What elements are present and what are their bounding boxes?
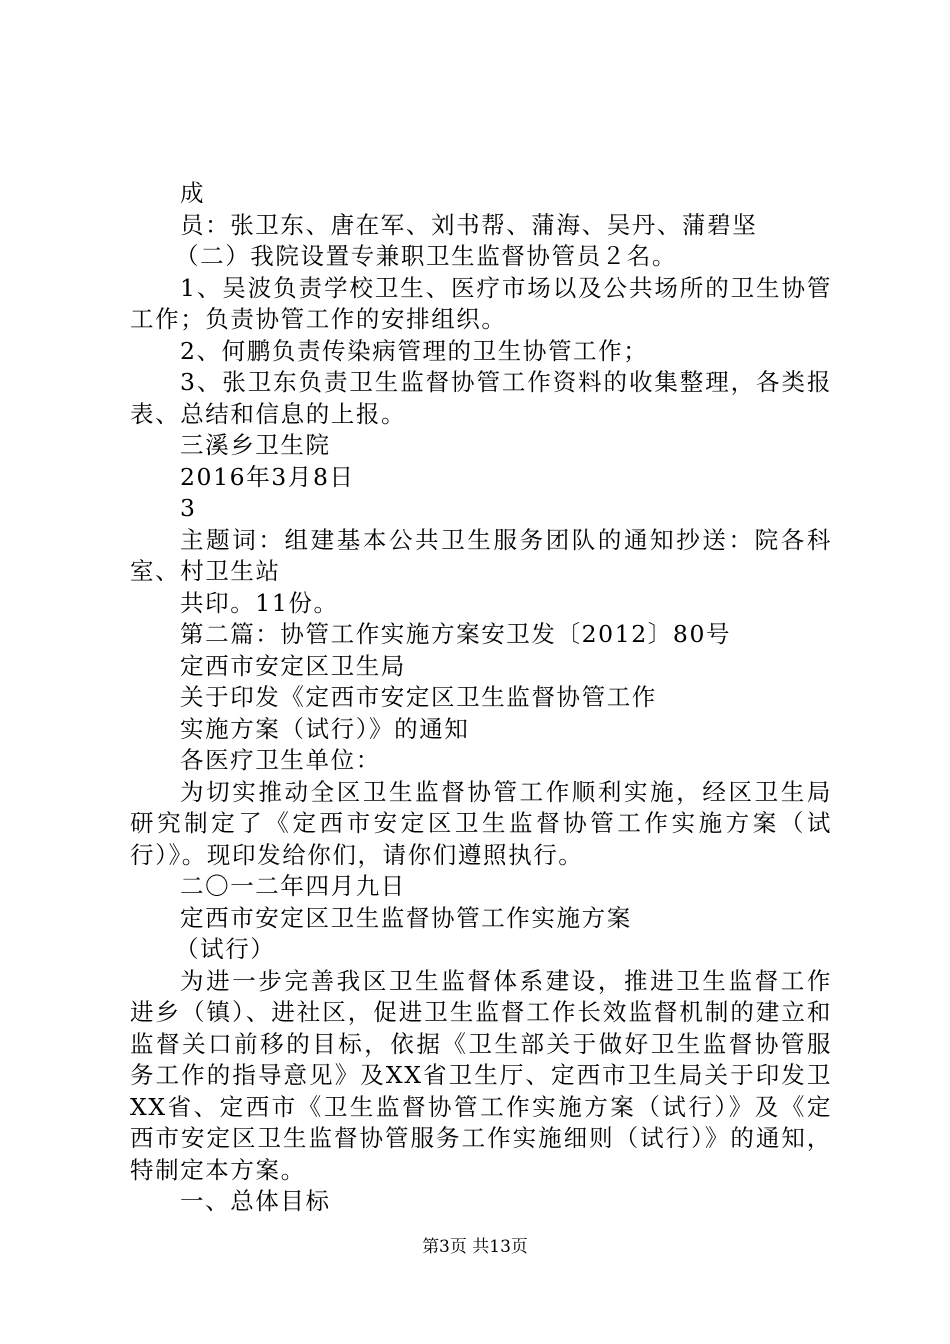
paragraph: 2、何鹏负责传染病管理的卫生协管工作； — [180, 336, 649, 365]
paragraph: （二）我院设置专兼职卫生监督协管员２名。 — [175, 242, 677, 270]
paragraph: 二〇一二年四月九日 — [180, 872, 406, 900]
paragraph: 为切实推动全区卫生监督协管工作顺利实施，经区卫生局研究制定了《定西市安定区卫生监督协管工作实施方案（试行）》。现印发给你们，请你们遵照执行。 — [130, 777, 832, 869]
paragraph: 定西市安定区卫生局 — [180, 651, 406, 680]
paragraph: 三溪乡卫生院 — [180, 431, 331, 459]
paragraph: 成 — [180, 179, 206, 207]
paragraph: 关于印发《定西市安定区卫生监督协管工作 — [180, 683, 657, 711]
paragraph: 一、总体目标 — [180, 1187, 331, 1215]
paragraph: 定西市安定区卫生监督协管工作实施方案 — [180, 903, 632, 932]
paragraph: 主题词：组建基本公共卫生服务团队的通知抄送：院各科室、村卫生站 — [130, 525, 832, 585]
paragraph: 实施方案（试行）》的通知 — [180, 714, 470, 743]
paragraph: 2016年3月8日 — [180, 462, 355, 491]
paragraph: 各医疗卫生单位： — [180, 746, 381, 774]
paragraph: 3 — [180, 494, 197, 522]
page-number-footer: 第3页 共13页 — [422, 1237, 528, 1257]
paragraph: 员：张卫东、唐在军、刘书帮、蒲海、吴丹、蒲碧坚 — [180, 210, 758, 239]
paragraph: 第二篇：协管工作实施方案安卫发〔2012〕80号 — [180, 620, 732, 648]
document-body — [130, 178, 832, 1218]
paragraph: 共印。11份。 — [180, 588, 339, 617]
paragraph: 1、吴波负责学校卫生、医疗市场以及公共场所的卫生协管工作；负责协管工作的安排组织。 — [130, 273, 832, 333]
paragraph: （试行） — [175, 935, 276, 963]
paragraph: 为进一步完善我区卫生监督体系建设，推进卫生监督工作进乡（镇）、进社区，促进卫生监督工作长效监督机制的建立和监督关口前移的目标，依据《卫生部关于做好卫生监督协管服务工作的指导意见》及XX省卫生厅、定西市卫生局关于印发卫XX省、定西市《卫生监督协管工作实施方案（试行）》及《定西市安定区卫生监督协管服务工作实施细则（试行）》的通知，特制定本方案。 — [130, 966, 832, 1184]
paragraph: 3、张卫东负责卫生监督协管工作资料的收集整理，各类报表、总结和信息的上报。 — [130, 368, 832, 428]
